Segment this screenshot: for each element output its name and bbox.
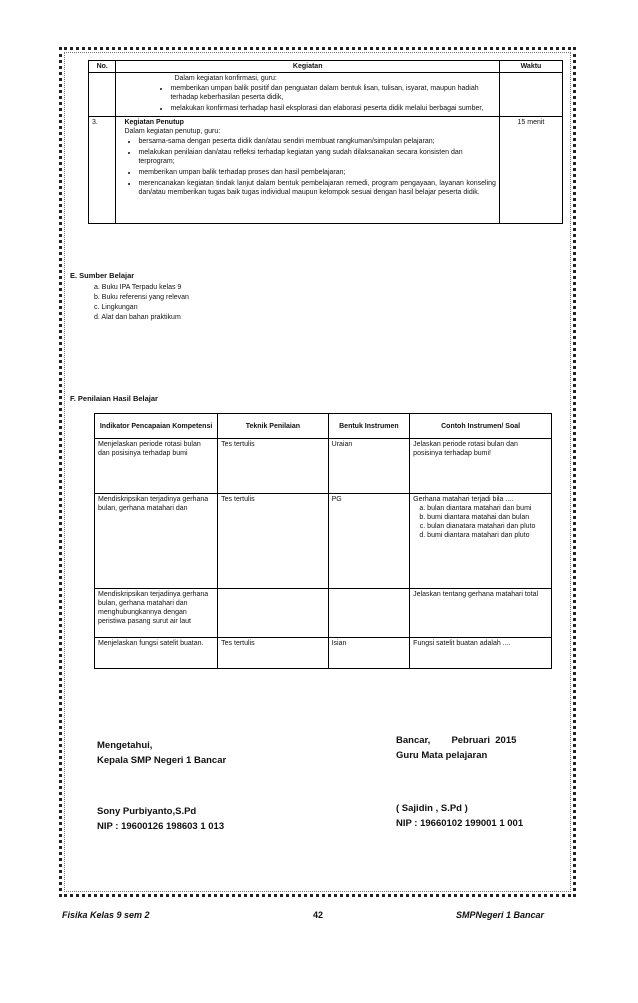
cell-bentuk: PG [328,494,410,589]
table-row [89,73,563,117]
cell-teknik: Tes tertulis [218,494,328,589]
cell-teknik [218,589,328,638]
table-row [95,494,552,589]
list-item: c. Lingkungan [94,304,138,311]
table-row [95,589,552,638]
guru-title: Guru Mata pelajaran [396,750,488,761]
cell-indikator: Mendiskripsikan terjadinya gerhana bulan, gerhana matahari dan [95,494,218,589]
page-number: 42 [313,910,324,920]
list-item: a. Buku IPA Terpadu kelas 9 [94,284,182,291]
kepala-sekolah-title: Kepala SMP Negeri 1 Bancar [97,755,227,766]
penutup-intro: Dalam kegiatan penutup, guru: [124,128,221,135]
list-item: a. bulan diantara matahari dan bumi [427,504,548,513]
penilaian-title: F. Penilaian Hasil Belajar [70,394,158,403]
table-row [95,439,552,494]
header-indikator: Indikator Pencapaian Kompetensi [95,414,218,439]
cell-bentuk [328,589,410,638]
sumber-title: E. Sumber Belajar [70,271,135,280]
list-item: • melakukan konfirmasi terhadap hasil eksplorasi dan elaborasi peserta didik melalui berbagai sumber, [170,104,495,113]
cell-indikator: Mendiskripsikan terjadinya gerhana bulan, gerhana matahari dan menghubungkannya dengan peristiwa pasang surut air laut [95,589,218,638]
list-item: d. bumi diantara matahari dan pluto [427,531,548,540]
signature-left-name [97,804,224,834]
signature-left-header [97,738,226,768]
kepala-name: Sony Purbiyanto,S.Pd [97,806,197,817]
cell-contoh: Fungsi satelit buatan adalah .... [410,638,552,669]
cell-contoh [410,494,552,589]
cell-indikator: Menjelaskan fungsi satelit buatan. [95,638,218,669]
list-item: b. Buku referensi yang relevan [94,294,189,301]
place-date: Bancar, Pebruari 2015 [396,735,517,746]
footer-left: Fisika Kelas 9 sem 2 [62,910,150,920]
signature-right-header [396,733,516,763]
cell-bentuk: Isian [328,638,410,669]
list-item: c. bulan dianatara matahari dan pluto [427,522,548,531]
guru-name: ( Sajidin , S.Pd ) [396,803,468,814]
penutup-list [124,137,495,197]
list-item: b. bumi diantara matahai dan bulan [427,513,548,522]
penilaian-header-row [95,414,552,439]
guru-nip: NIP : 19660102 199001 1 001 [396,818,524,829]
row-number: 3. [89,117,116,224]
table-row [95,638,552,669]
list-item: • memberikan umpan balik positif dan penguatan dalam bentuk lisan, tulisan, isyarat, maupun hadiah terhadap keberhasilan peserta didik, [170,84,495,102]
konfirmasi-list [124,84,495,113]
cell-indikator: Menjelaskan periode rotasi bulan dan posisinya terhadap bumi [95,439,218,494]
list-item: • merencanakan kegiatan tindak lanjut dalam bentuk pembelajaran remedi, program pengayaan, layanan konseling dan/atau memberikan tugas baik tugas individual maupun kelompok sesuai dengan hasil belajar peserta didik. [138,179,495,197]
cell-contoh: Jelaskan tentang gerhana matahari total [410,589,552,638]
header-kegiatan: Kegiatan [116,61,499,73]
header-contoh: Contoh Instrumen/ Soal [410,414,552,439]
cell-contoh: Jelaskan periode rotasi bulan dan posisinya terhadap bumi! [410,439,552,494]
header-waktu: Waktu [499,61,562,73]
header-bentuk: Bentuk Instrumen [328,414,410,439]
kegiatan-header-row [89,61,563,73]
cell-bentuk: Uraian [328,439,410,494]
option-list [413,504,548,540]
mengetahui-label: Mengetahui, [97,740,153,751]
list-item: • bersama-sama dengan peserta didik dan/atau sendiri membuat rangkuman/simpulan pelajaran; [138,137,495,146]
cell-teknik: Tes tertulis [218,439,328,494]
penutup-title: Kegiatan Penutup [124,119,184,126]
sumber-list [94,283,189,323]
header-teknik: Teknik Penilaian [218,414,328,439]
list-item: d. Alat dan bahan praktikum [94,314,181,321]
list-item: • melakukan penilaian dan/atau refleksi terhadap kegiatan yang sudah dilaksanakan secara konsisten dan terprogram; [138,148,495,166]
penilaian-table [94,413,552,669]
kegiatan-table [88,60,563,224]
waktu-value: 15 menit [499,117,562,224]
footer-right: SMPNegeri 1 Bancar [456,910,545,920]
kepala-nip: NIP : 19600126 198603 1 013 [97,821,225,832]
signature-right-name [396,801,523,831]
konfirmasi-intro: Dalam kegiatan konfirmasi, guru: [174,75,277,82]
list-item: • memberikan umpan balik terhadap proses dan hasil pembelajaran; [138,168,495,177]
cell-teknik: Tes tertulis [218,638,328,669]
table-row [89,117,563,224]
header-no: No. [89,61,116,73]
question-text: Gerhana matahari terjadi bila .... [413,496,514,503]
